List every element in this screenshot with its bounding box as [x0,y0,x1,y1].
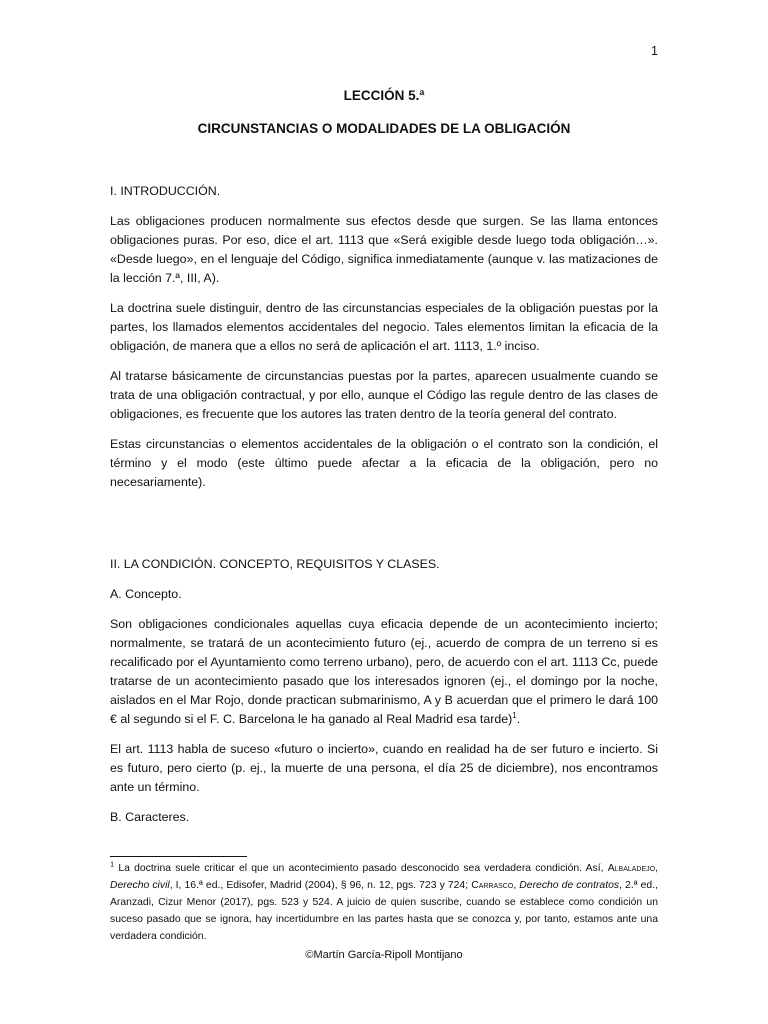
footnote-text: , 2.ª ed., Aranzadi, Cizur Menor (2017), pgs. 523 y 524. A juicio de quien suscribe, cuando se establece como condición un suceso pasado que se ignora, hay incertidumbre en las partes hasta que se conozca y, por tanto, estamos ante una verdadera condición. [110,880,658,942]
paragraph: Las obligaciones producen normalmente sus efectos desde que surgen. Se las llama entonces obligaciones puras. Por eso, dice el art. 1113 que «Será exigible desde luego toda obligación…». «Desde luego», en el lenguaje del Código, significa inmediatamente (aunque v. las matizaciones de la lección 7.ª, III, A). [110,214,658,285]
subsection-heading: A. Concepto. [110,587,182,601]
section-heading: II. LA CONDICIÓN. CONCEPTO, REQUISITOS Y CLASES. [110,557,440,571]
subsection-heading: B. Caracteres. [110,810,190,824]
paragraph: La doctrina suele distinguir, dentro de las circunstancias especiales de la obligación puestas por la partes, los llamados elementos accidentales del negocio. Tales elementos limitan la eficacia de la obligación, de manera que a ellos no será de aplicación el art. 1113, 1.º inciso. [110,301,658,353]
footnote-text: , [655,863,658,874]
footnote-text: , [513,880,520,891]
footnote-author: Carrasco [471,880,514,891]
footnote-author: Albaladejo [607,863,656,874]
section-condicion [110,555,658,838]
paragraph: Estas circunstancias o elementos accidentales de la obligación o el contrato son la condición, el término y el modo (este último puede afectar a la eficacia de la obligación, pero no necesariamente). [110,437,658,489]
copyright-footer: ©Martín García-Ripoll Montijano [305,949,463,961]
footnote-work-title: Derecho civil [110,880,170,891]
footnote-work-title: Derecho de contratos [519,880,620,891]
footnote-text: La doctrina suele criticar el que un acontecimiento pasado desconocido sea verdadera condición. Así, [114,863,608,874]
page-number: 1 [651,44,658,58]
section-heading: I. INTRODUCCIÓN. [110,184,221,198]
lesson-title: LECCIÓN 5.ª [343,88,425,103]
footnote-reference[interactable]: 1 [512,710,517,720]
footnote-number: 1 [110,859,115,869]
footnote-separator [110,856,247,857]
paragraph: El art. 1113 habla de suceso «futuro o incierto», cuando en realidad ha de ser futuro e incierto. Si es futuro, pero cierto (p. ej., la muerte de una persona, el día 25 de diciembre), nos encontramos ante un término. [110,742,658,794]
section-introduction [110,182,658,503]
footnote [110,860,658,945]
paragraph-text: Son obligaciones condicionales aquellas cuya eficacia depende de un acontecimiento incierto; normalmente, se tratará de un acontecimiento futuro (ej., acuerdo de compra de un terreno si es recalificado por el Ayuntamiento como terreno urbano), pero, de acuerdo con el art. 1113 Cc, puede tratarse de un acontecimiento pasado que los interesados ignoren (ej., el domingo por la noche, aislados en el Mar Rojo, donde practican submarinismo, A y B acuerdan que el primero le dará 100 € al segundo si el F. C. Barcelona le ha ganado al Real Madrid esa tarde) [110,617,658,726]
footnote-text: , I, 16.ª ed., Edisofer, Madrid (2004), § 96, n. 12, pgs. 723 y 724; [169,880,472,891]
paragraph [110,615,658,729]
paragraph-end: . [516,712,521,726]
lesson-subtitle: CIRCUNSTANCIAS O MODALIDADES DE LA OBLIGACIÓN [197,121,571,136]
paragraph: Al tratarse básicamente de circunstancias puestas por la partes, aparecen usualmente cuando se trata de una obligación contractual, y por ello, aunque el Código las regule dentro de las clases de obligaciones, es frecuente que los autores las traten dentro de la teoría general del contrato. [110,369,658,421]
